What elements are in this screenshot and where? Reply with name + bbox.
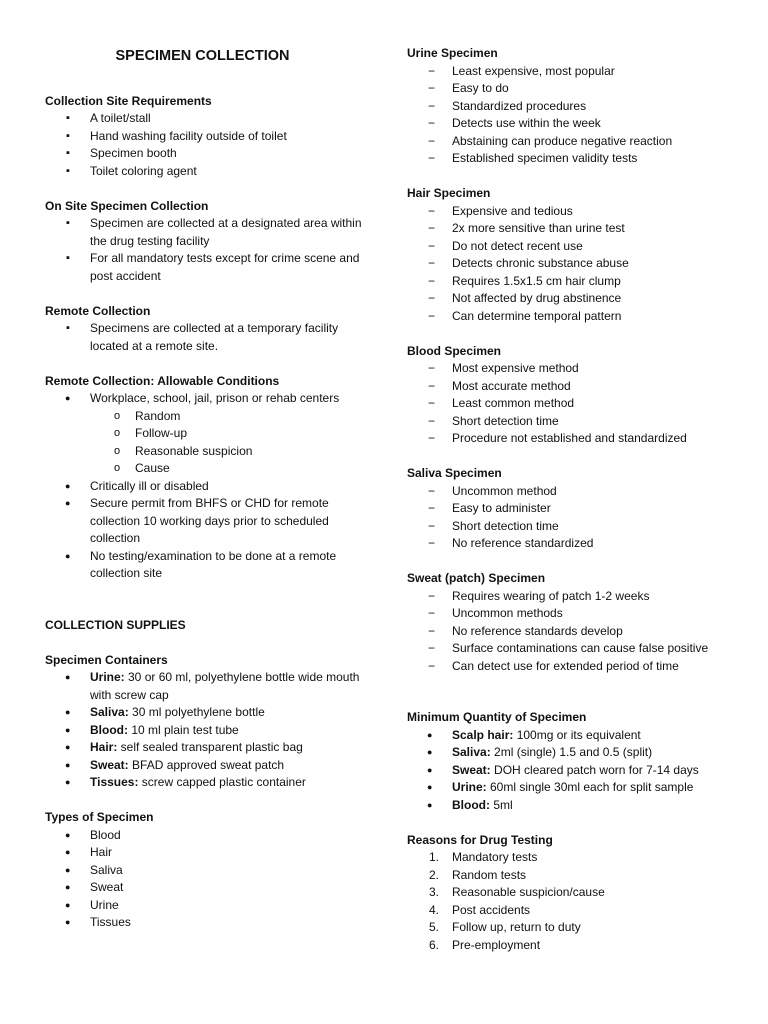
item-text: 10 ml plain test tube (128, 722, 239, 737)
item-label: Urine: (90, 670, 125, 684)
item-text: 100mg or its equivalent (513, 727, 641, 742)
list-item (407, 762, 752, 780)
item-text: 5ml (490, 797, 513, 812)
list-item: − Established specimen validity tests (407, 150, 752, 168)
bullet-list (45, 320, 375, 355)
list-item: − Most expensive method (407, 360, 752, 378)
item-label: Sweat: (452, 762, 491, 777)
list-item: − 2x more sensitive than urine test (407, 220, 752, 238)
list-item: ● Workplace, school, jail, prison or rehab centers (45, 390, 375, 408)
section-heading: Remote Collection: Allowable Conditions (45, 373, 280, 388)
bullet-list (407, 727, 752, 815)
list-item: − Easy to do (407, 80, 752, 98)
list-item (45, 722, 375, 740)
list-item: − Easy to administer (407, 500, 752, 518)
list-item: ▪ Hand washing facility outside of toilet (45, 128, 375, 146)
list-item: − Abstaining can produce negative reaction (407, 133, 752, 151)
section-heading: Remote Collection (45, 303, 151, 318)
list-item: − Detects use within the week (407, 115, 752, 133)
list-item: ● Tissues (45, 914, 375, 932)
section-heading: Urine Specimen (407, 46, 498, 60)
section-heading: Reasons for Drug Testing (407, 832, 553, 847)
item-text: Follow up, return to duty (452, 920, 581, 934)
sub-list (45, 408, 375, 478)
item-label: Blood: (90, 722, 128, 737)
item-text: 30 or 60 ml, polyethylene bottle wide mouth with screw cap (90, 670, 360, 702)
section-heading: Collection Site Requirements (45, 93, 212, 108)
list-item: − Most accurate method (407, 378, 752, 396)
list-item: − Short detection time (407, 413, 752, 431)
list-item: − Can detect use for extended period of time (407, 658, 752, 676)
item-text: 2ml (single) 1.5 and 0.5 (split) (490, 745, 653, 759)
list-item: ● Secure permit from BHFS or CHD for remote collection 10 working days prior to scheduled collection (45, 495, 375, 548)
bullet-list (45, 110, 375, 180)
list-item (407, 884, 752, 902)
item-text: BFAD approved sweat patch (128, 757, 285, 772)
bullet-list (45, 215, 375, 285)
section-heading: Blood Specimen (407, 343, 502, 358)
list-item: − Do not detect recent use (407, 238, 752, 256)
list-number: 1. (429, 850, 440, 864)
list-item (407, 867, 752, 885)
bullet-list (45, 827, 375, 932)
item-text: screw capped plastic container (138, 775, 306, 789)
sub-list-item: o Follow-up (90, 425, 375, 443)
list-number: 3. (429, 885, 440, 899)
list-number: 2. (429, 867, 440, 882)
section-heading: Sweat (patch) Specimen (407, 571, 546, 585)
item-text: Reasonable suspicion/cause (452, 885, 605, 899)
left-column (45, 0, 375, 932)
list-item: − No reference standards develop (407, 623, 752, 641)
list-item (407, 744, 752, 762)
item-text: 60ml single 30ml each for split sample (486, 780, 694, 794)
list-item (407, 797, 752, 815)
list-item (407, 902, 752, 920)
list-item: − Uncommon methods (407, 605, 752, 623)
list-item (45, 774, 375, 792)
item-label: Blood: (452, 797, 490, 812)
list-item: − Can determine temporal pattern (407, 308, 752, 326)
item-label: Saliva: (90, 705, 129, 719)
list-item: − Detects chronic substance abuse (407, 255, 752, 273)
section-heading: Specimen Containers (45, 652, 168, 667)
item-text: self sealed transparent plastic bag (117, 740, 303, 754)
section-heading: COLLECTION SUPPLIES (45, 617, 186, 632)
item-text: Mandatory tests (452, 850, 538, 864)
item-label: Tissues: (90, 775, 139, 789)
list-item (407, 727, 752, 745)
item-label: Sweat: (90, 757, 129, 772)
dash-list (407, 203, 752, 326)
dash-list (407, 63, 752, 168)
list-item: ● No testing/examination to be done at a remote collection site (45, 548, 375, 583)
page-title: SPECIMEN COLLECTION (115, 48, 290, 64)
list-item: − Expensive and tedious (407, 203, 752, 221)
list-item: ▪ Specimen are collected at a designated area within the drug testing facility (45, 215, 375, 250)
list-item: − Short detection time (407, 518, 752, 536)
dash-list (407, 588, 752, 676)
item-label: Saliva: (452, 745, 491, 759)
list-item: ● Critically ill or disabled (45, 478, 375, 496)
section-heading: On Site Specimen Collection (45, 198, 209, 213)
item-text: Post accidents (452, 902, 531, 917)
sub-list-item: o Random (90, 408, 375, 426)
item-label: Hair: (90, 740, 118, 754)
section-heading: Saliva Specimen (407, 466, 502, 480)
list-item: ● Blood (45, 827, 375, 845)
section-heading: Types of Specimen (45, 810, 154, 824)
list-item: ▪ Specimen booth (45, 145, 375, 163)
list-item: − No reference standardized (407, 535, 752, 553)
item-text: Random tests (452, 867, 527, 882)
list-item (407, 937, 752, 955)
list-item (45, 704, 375, 722)
list-number: 5. (429, 920, 440, 934)
list-item: − Uncommon method (407, 483, 752, 501)
list-item: ● Sweat (45, 879, 375, 897)
list-item: ▪ Specimens are collected at a temporary facility located at a remote site. (45, 320, 375, 355)
list-item: ▪ A toilet/stall (45, 110, 375, 128)
list-item (407, 919, 752, 937)
item-label: Urine: (452, 780, 487, 794)
list-item: − Procedure not established and standardized (407, 430, 752, 448)
list-item: ▪ For all mandatory tests except for crime scene and post accident (45, 250, 375, 285)
list-item: ● Urine (45, 897, 375, 915)
list-item: − Not affected by drug abstinence (407, 290, 752, 308)
list-item: − Requires 1.5x1.5 cm hair clump (407, 273, 752, 291)
section-heading: Hair Specimen (407, 186, 491, 200)
list-item: − Least common method (407, 395, 752, 413)
list-item (407, 779, 752, 797)
list-item: ▪ Toilet coloring agent (45, 163, 375, 181)
bullet-list (45, 390, 375, 408)
sub-list-item: o Reasonable suspicion (90, 443, 375, 461)
dash-list (407, 483, 752, 553)
list-item: ● Saliva (45, 862, 375, 880)
numbered-list (407, 849, 752, 954)
sub-list-item: o Cause (90, 460, 375, 478)
list-item (45, 669, 375, 704)
dash-list (407, 360, 752, 448)
list-item: − Requires wearing of patch 1-2 weeks (407, 588, 752, 606)
list-item (45, 739, 375, 757)
item-label: Scalp hair: (452, 727, 514, 742)
section-heading: Minimum Quantity of Specimen (407, 710, 587, 724)
item-text: 30 ml polyethylene bottle (128, 705, 265, 719)
bullet-list (45, 669, 375, 792)
right-column (407, 45, 752, 954)
list-number: 6. (429, 937, 440, 952)
list-item (407, 849, 752, 867)
list-item: − Surface contaminations can cause false positive (407, 640, 752, 658)
list-item: ● Hair (45, 844, 375, 862)
item-text: DOH cleared patch worn for 7-14 days (490, 762, 699, 777)
item-text: Pre-employment (452, 937, 541, 952)
list-item: − Least expensive, most popular (407, 63, 752, 81)
list-number: 4. (429, 902, 440, 917)
bullet-list (45, 478, 375, 583)
list-item (45, 757, 375, 775)
list-item: − Standardized procedures (407, 98, 752, 116)
